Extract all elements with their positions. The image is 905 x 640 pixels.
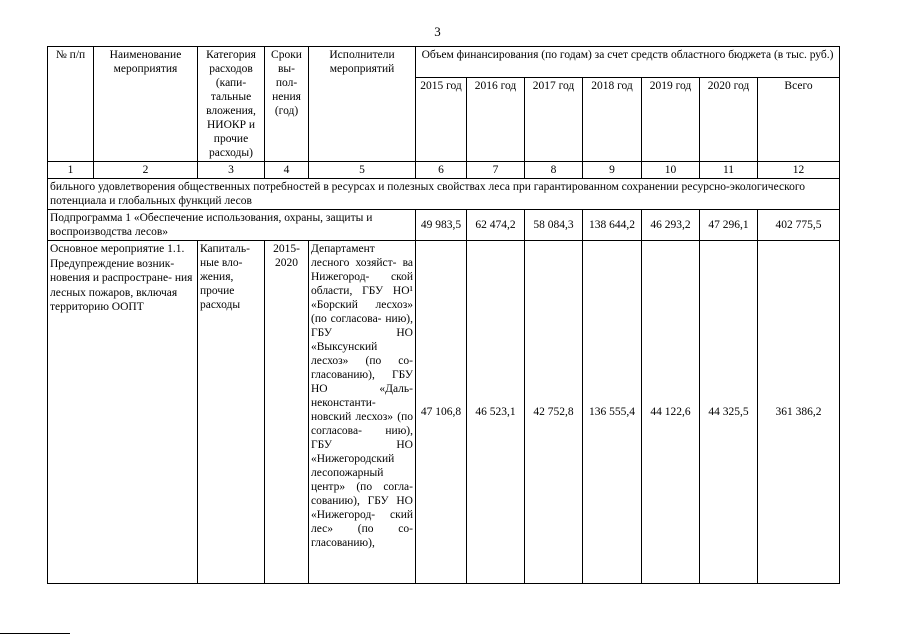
subprogram-value-2016: 62 474,2 [467,210,525,241]
subprogram-value-total: 402 775,5 [758,210,840,241]
header-year-2020: 2020 год [700,78,758,162]
main-activity-value-2015: 47 106,8 [416,241,467,584]
subprogram-row [48,210,840,241]
column-number: 10 [642,162,700,179]
footnote-divider [0,633,70,634]
main-activity-value-2018: 136 555,4 [583,241,642,584]
subprogram-value-2017: 58 084,3 [525,210,583,241]
goal-text: бильного удовлетворения общественных потребностей в ресурсах и полезных свойствах леса при гарантированном сохранении ресурсно-экологического потенциала и глобальных функций лесов [48,179,840,210]
header-number: № п/п [48,47,94,162]
header-executors: Исполнители мероприятий [309,47,416,162]
column-numbers-row [48,162,840,179]
header-period: Сроки вы- пол- нения (год) [265,47,309,162]
header-total: Всего [758,78,840,162]
header-row [48,47,840,78]
subprogram-value-2019: 46 293,2 [642,210,700,241]
page-number: 3 [434,24,441,39]
column-number: 4 [265,162,309,179]
main-activity-value-2019: 44 122,6 [642,241,700,584]
column-number: 8 [525,162,583,179]
header-year-2018: 2018 год [583,78,642,162]
subprogram-value-2015: 49 983,5 [416,210,467,241]
main-activity-value-2016: 46 523,1 [467,241,525,584]
column-number: 5 [309,162,416,179]
header-year-2017: 2017 год [525,78,583,162]
column-number: 7 [467,162,525,179]
header-expense-category: Категория расходов (капи- тальные вложения, НИОКР и прочие расходы) [198,47,265,162]
header-year-2015: 2015 год [416,78,467,162]
header-year-2016: 2016 год [467,78,525,162]
column-number: 6 [416,162,467,179]
column-number: 3 [198,162,265,179]
main-activity-value-total: 361 386,2 [758,241,840,584]
column-number: 12 [758,162,840,179]
header-funding: Объем финансирования (по годам) за счет средств областного бюджета (в тыс. руб.) [416,47,840,78]
subprogram-value-2018: 138 644,2 [583,210,642,241]
subprogram-value-2020: 47 296,1 [700,210,758,241]
funding-table [47,46,840,584]
header-activity-name: Наименование мероприятия [94,47,198,162]
subprogram-name: Подпрограмма 1 «Обеспечение использования, охраны, защиты и воспроизводства лесов» [48,210,416,241]
main-activity-executors: Департамент лесного хозяйст- ва Нижегород- ской области, ГБУ НО¹ «Борский лесхоз» (по согласова- нию), ГБУ НО «Выксунский лесхоз» (по со- гласованию), ГБУ НО «Даль- неконстанти- новский лесхоз» (по согласова- нию), ГБУ НО «Нижегородский лесопожарный центр» (по согла- сованию), ГБУ НО «Нижегород- ский лес» (по со- гласованию), [309,241,416,584]
header-year-2019: 2019 год [642,78,700,162]
main-activity-name: Основное мероприятие 1.1. Предупреждение возник- новения и распростране- ния лесных пожаров, включая территорию ООПТ [48,241,198,584]
goal-row [48,179,840,210]
column-number: 2 [94,162,198,179]
column-number: 9 [583,162,642,179]
column-number: 11 [700,162,758,179]
main-activity-value-2017: 42 752,8 [525,241,583,584]
main-activity-row [48,241,840,584]
main-activity-category: Капиталь- ные вло- жения, прочие расходы [198,241,265,584]
main-activity-value-2020: 44 325,5 [700,241,758,584]
column-number: 1 [48,162,94,179]
main-activity-period: 2015- 2020 [265,241,309,584]
